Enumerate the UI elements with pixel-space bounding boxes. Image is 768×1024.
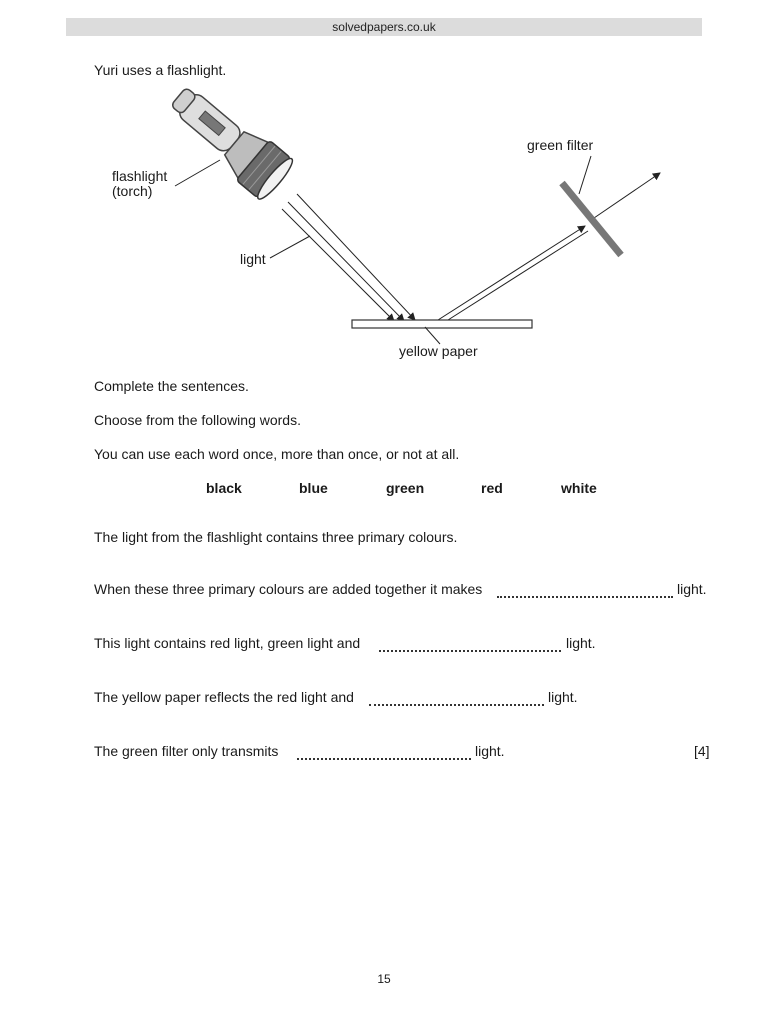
answer-blank-3[interactable]: [369, 704, 544, 706]
sentence-4-end: light.: [475, 743, 505, 759]
label-torch: (torch): [112, 183, 153, 199]
sentence-3-text: The yellow paper reflects the red light and: [94, 689, 354, 705]
flashlight-icon: [161, 77, 296, 202]
word-blue: blue: [299, 480, 328, 496]
marks-label: [4]: [694, 743, 710, 759]
page-number: 15: [377, 972, 391, 986]
reflected-light-rays: [438, 173, 660, 320]
yellow-paper-shape: [352, 320, 532, 328]
answer-blank-4[interactable]: [297, 758, 471, 760]
sentence-1-text: When these three primary colours are added together it makes: [94, 581, 483, 597]
sentence-2-end: light.: [566, 635, 596, 651]
sentence-1-end: light.: [677, 581, 707, 597]
label-yellow-paper: yellow paper: [399, 343, 478, 359]
sentence-2-text: This light contains red light, green light and: [94, 635, 361, 651]
statement-text: The light from the flashlight contains three primary colours.: [94, 529, 458, 545]
word-black: black: [206, 480, 242, 496]
word-green: green: [386, 480, 425, 496]
site-name: solvedpapers.co.uk: [332, 20, 436, 34]
green-filter-shape: [562, 183, 621, 255]
answer-blank-2[interactable]: [379, 650, 561, 652]
word-white: white: [561, 480, 597, 496]
instruction-3: You can use each word once, more than once, or not at all.: [94, 446, 460, 462]
label-light: light: [240, 251, 266, 267]
sentence-3-end: light.: [548, 689, 578, 705]
instruction-1: Complete the sentences.: [94, 378, 249, 394]
intro-text: Yuri uses a flashlight.: [94, 62, 227, 78]
incident-light-rays: [282, 194, 415, 321]
flashlight-diagram: [0, 0, 768, 370]
label-flashlight: flashlight: [112, 168, 168, 184]
instruction-2: Choose from the following words.: [94, 412, 301, 428]
label-green-filter: green filter: [527, 137, 594, 153]
word-red: red: [481, 480, 503, 496]
answer-blank-1[interactable]: [497, 596, 673, 598]
sentence-4-text: The green filter only transmits: [94, 743, 279, 759]
